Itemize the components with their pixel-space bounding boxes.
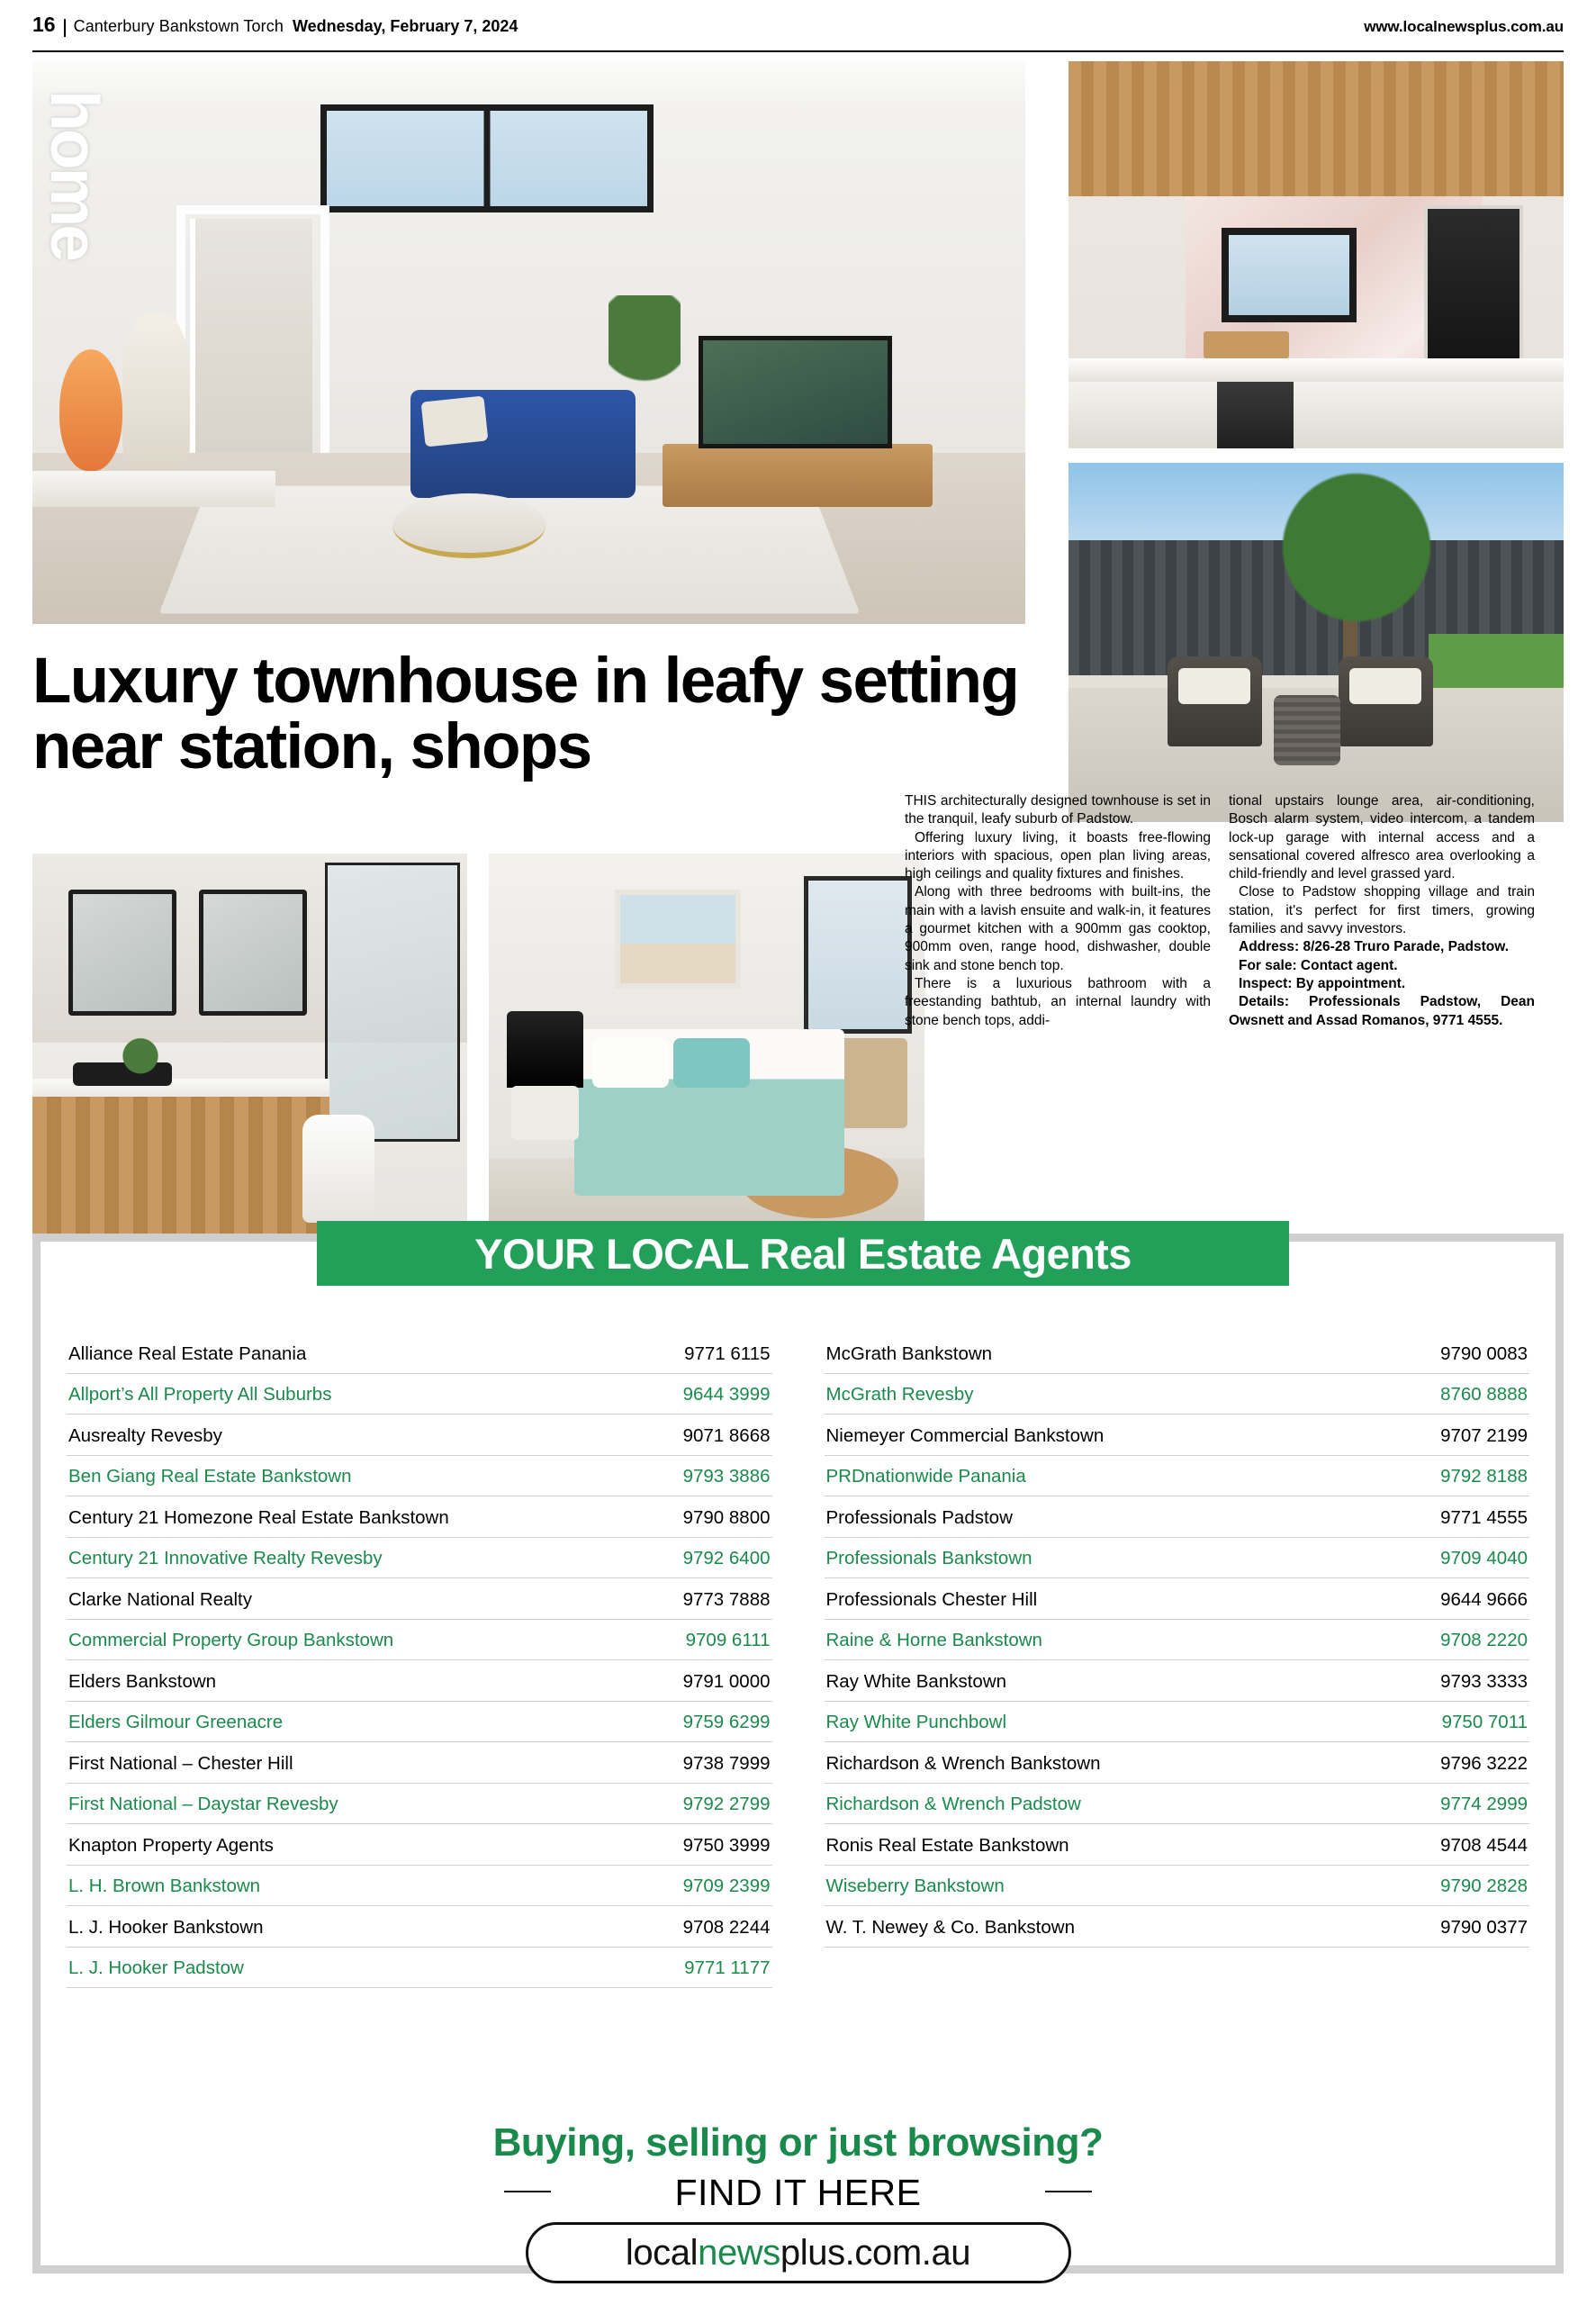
agent-name: Ronis Real Estate Bankstown <box>825 1834 1069 1856</box>
agent-row[interactable] <box>825 1620 1530 1661</box>
agent-row[interactable] <box>67 1948 772 1989</box>
agent-phone: 9709 4040 <box>1440 1548 1528 1568</box>
agent-phone: 9792 2799 <box>682 1794 771 1814</box>
agent-name: Professionals Chester Hill <box>825 1588 1038 1610</box>
agent-phone: 9790 2828 <box>1440 1876 1528 1896</box>
agent-phone: 9707 2199 <box>1440 1424 1528 1446</box>
agent-row[interactable] <box>67 1824 772 1866</box>
agent-phone: 9790 0377 <box>1440 1916 1528 1938</box>
agent-name: First National – Chester Hill <box>68 1752 293 1774</box>
agent-name: W. T. Newey & Co. Bankstown <box>825 1916 1075 1938</box>
paragraph: There is a luxurious bathroom with a freestanding bathtub, an internal laundry with stone bench tops, addi- <box>905 975 1211 1028</box>
masthead <box>32 0 1564 52</box>
agent-row[interactable] <box>825 1702 1530 1743</box>
agent-name: First National – Daystar Revesby <box>68 1794 338 1814</box>
agent-name: L. J. Hooker Padstow <box>68 1957 244 1978</box>
agent-phone: 9771 6115 <box>684 1342 771 1364</box>
article-column-2 <box>1229 792 1535 1030</box>
agent-phone: 8760 8888 <box>1440 1384 1528 1405</box>
decorative-rule-right <box>1045 2191 1092 2192</box>
agent-row[interactable] <box>825 1906 1530 1948</box>
agent-row[interactable] <box>67 1456 772 1497</box>
agent-row[interactable] <box>825 1374 1530 1415</box>
agent-row[interactable] <box>825 1538 1530 1579</box>
agent-row[interactable] <box>825 1784 1530 1825</box>
agent-name: Elders Gilmour Greenacre <box>68 1712 284 1732</box>
agent-phone: 9750 3999 <box>682 1834 771 1856</box>
agent-phone: 9709 6111 <box>685 1630 771 1650</box>
agent-row[interactable] <box>67 1660 772 1702</box>
window-icon <box>320 104 654 212</box>
agent-phone: 9790 0083 <box>1440 1342 1528 1364</box>
agent-row[interactable] <box>825 1742 1530 1784</box>
find-it-here-text: FIND IT HERE <box>674 2172 922 2213</box>
agent-phone: 9709 2399 <box>682 1876 771 1896</box>
agent-row[interactable] <box>67 1333 772 1374</box>
agent-name: Richardson & Wrench Bankstown <box>825 1752 1101 1774</box>
paragraph: Along with three bedrooms with built-ins, the main with a lavish ensuite and walk-in, it features a gourmet kitchen with a 900mm gas cooktop, 900mm oven, range hood, dishwasher, double sink and stone bench top. <box>905 884 1211 973</box>
agent-row[interactable] <box>67 1866 772 1907</box>
agent-phone: 9790 8800 <box>682 1506 771 1528</box>
agent-name: Century 21 Innovative Realty Revesby <box>68 1548 383 1568</box>
agent-name: Professionals Padstow <box>825 1506 1013 1528</box>
paragraph: tional upstairs lounge area, air-conditioning, Bosch alarm system, video intercom, a tandem lock-up garage with internal access and a sensational covered alfresco area overlooking a child-friendly and level grassed yard. <box>1229 793 1535 882</box>
paragraph: THIS architecturally designed townhouse is set in the tranquil, leafy suburb of Padstow. <box>905 793 1211 827</box>
paragraph: Close to Padstow shopping village and train station, it's perfect for first timers, growing families and savvy investors. <box>1229 884 1535 937</box>
listing-details: Details: Professionals Padstow, Dean Owsnett and Assad Romanos, 9771 4555. <box>1229 994 1535 1028</box>
agent-phone: 9774 2999 <box>1440 1794 1528 1814</box>
agent-phone: 9792 8188 <box>1440 1466 1528 1487</box>
agent-name: Niemeyer Commercial Bankstown <box>825 1424 1105 1446</box>
agent-name: Ray White Punchbowl <box>825 1712 1007 1732</box>
agent-row[interactable] <box>825 1660 1530 1702</box>
agent-phone: 9793 3333 <box>1440 1670 1528 1692</box>
agent-phone: 9644 9666 <box>1440 1588 1528 1610</box>
agent-phone: 9759 6299 <box>682 1712 771 1732</box>
agent-row[interactable] <box>825 1456 1530 1497</box>
agent-name: Raine & Horne Bankstown <box>825 1630 1042 1650</box>
tagline: Buying, selling or just browsing? <box>492 2120 1104 2165</box>
agent-name: Alliance Real Estate Panania <box>68 1342 307 1364</box>
decorative-rule-left <box>504 2191 551 2192</box>
site-url-badge[interactable] <box>526 2222 1071 2283</box>
agent-row[interactable] <box>67 1578 772 1620</box>
agent-row[interactable] <box>825 1866 1530 1907</box>
photo-bathroom <box>32 854 467 1239</box>
agent-name: McGrath Revesby <box>825 1384 974 1405</box>
agent-name: L. J. Hooker Bankstown <box>68 1916 264 1938</box>
agent-row[interactable] <box>825 1496 1530 1538</box>
agent-phone: 9796 3222 <box>1440 1752 1528 1774</box>
publication-name: Canterbury Bankstown Torch <box>73 17 284 35</box>
agent-name: McGrath Bankstown <box>825 1342 993 1364</box>
agent-name: Ray White Bankstown <box>825 1670 1007 1692</box>
agent-name: Knapton Property Agents <box>68 1834 274 1856</box>
agent-phone: 9708 4544 <box>1440 1834 1528 1856</box>
agent-phone: 9791 0000 <box>682 1670 771 1692</box>
agent-name: Century 21 Homezone Real Estate Bankstown <box>68 1506 449 1528</box>
listing-inspect: Inspect: By appointment. <box>1239 975 1406 991</box>
agent-name: Elders Bankstown <box>68 1670 217 1692</box>
agent-row[interactable] <box>67 1374 772 1415</box>
site-url-text: localnewsplus.com.au <box>625 2232 971 2273</box>
agent-name: Ausrealty Revesby <box>68 1424 222 1446</box>
agent-name: Commercial Property Group Bankstown <box>68 1630 394 1650</box>
agent-phone: 9708 2220 <box>1440 1630 1528 1650</box>
agent-row[interactable] <box>825 1333 1530 1374</box>
agent-phone: 9771 4555 <box>1440 1506 1528 1528</box>
agent-phone: 9708 2244 <box>682 1916 771 1938</box>
publication-date: Wednesday, February 7, 2024 <box>292 17 518 35</box>
agents-banner-title: YOUR LOCAL Real Estate Agents <box>474 1229 1132 1278</box>
agent-row[interactable] <box>67 1906 772 1948</box>
agent-phone: 9773 7888 <box>682 1588 771 1610</box>
photo-bedroom <box>489 854 924 1239</box>
masthead-divider <box>64 19 66 37</box>
agent-phone: 9750 7011 <box>1441 1712 1528 1732</box>
agent-name: L. H. Brown Bankstown <box>68 1876 261 1896</box>
agent-row[interactable] <box>67 1702 772 1743</box>
agent-name: Ben Giang Real Estate Bankstown <box>68 1466 352 1487</box>
website-url: www.localnewsplus.com.au <box>1364 18 1564 35</box>
agent-name: Professionals Bankstown <box>825 1548 1032 1568</box>
photo-living-room <box>32 61 1025 624</box>
agents-banner <box>317 1221 1289 1286</box>
agent-name: Richardson & Wrench Padstow <box>825 1794 1081 1814</box>
agent-row[interactable] <box>825 1824 1530 1866</box>
section-label-home: home <box>36 90 113 260</box>
agent-name: PRDnationwide Panania <box>825 1466 1026 1487</box>
agent-row[interactable] <box>67 1784 772 1825</box>
agent-phone: 9793 3886 <box>682 1466 771 1487</box>
agents-columns <box>32 1333 1564 1988</box>
agent-row[interactable] <box>825 1415 1530 1456</box>
agent-phone: 9644 3999 <box>682 1384 771 1405</box>
photo-backyard-alfresco <box>1069 463 1564 822</box>
listing-address: Address: 8/26-28 Truro Parade, Padstow. <box>1239 939 1510 955</box>
listing-for-sale: For sale: Contact agent. <box>1239 957 1398 973</box>
agent-row[interactable] <box>67 1620 772 1661</box>
agent-phone: 9792 6400 <box>682 1548 771 1568</box>
article-body <box>905 792 1535 1030</box>
agent-name: Wiseberry Bankstown <box>825 1876 1005 1896</box>
agent-phone: 9071 8668 <box>682 1424 771 1446</box>
agent-row[interactable] <box>67 1496 772 1538</box>
article-column-1 <box>905 792 1211 1030</box>
agents-column-left <box>67 1333 772 1988</box>
agent-name: Clarke National Realty <box>68 1588 252 1610</box>
agent-name: Allport’s All Property All Suburbs <box>68 1384 332 1405</box>
agent-phone: 9738 7999 <box>682 1752 771 1774</box>
agent-row[interactable] <box>67 1538 772 1579</box>
agent-row[interactable] <box>67 1415 772 1456</box>
agents-column-right <box>825 1333 1530 1988</box>
page-number: 16 <box>32 13 56 36</box>
photo-kitchen <box>1069 61 1564 448</box>
paragraph: Offering luxury living, it boasts free-flowing interiors with spacious, open plan living areas, high ceilings and quality fixtures and finishes. <box>905 829 1211 882</box>
article-headline: Luxury townhouse in leafy setting near station, shops <box>32 645 1019 783</box>
agent-row[interactable] <box>67 1742 772 1784</box>
agent-row[interactable] <box>825 1578 1530 1620</box>
agent-phone: 9771 1177 <box>684 1957 771 1978</box>
